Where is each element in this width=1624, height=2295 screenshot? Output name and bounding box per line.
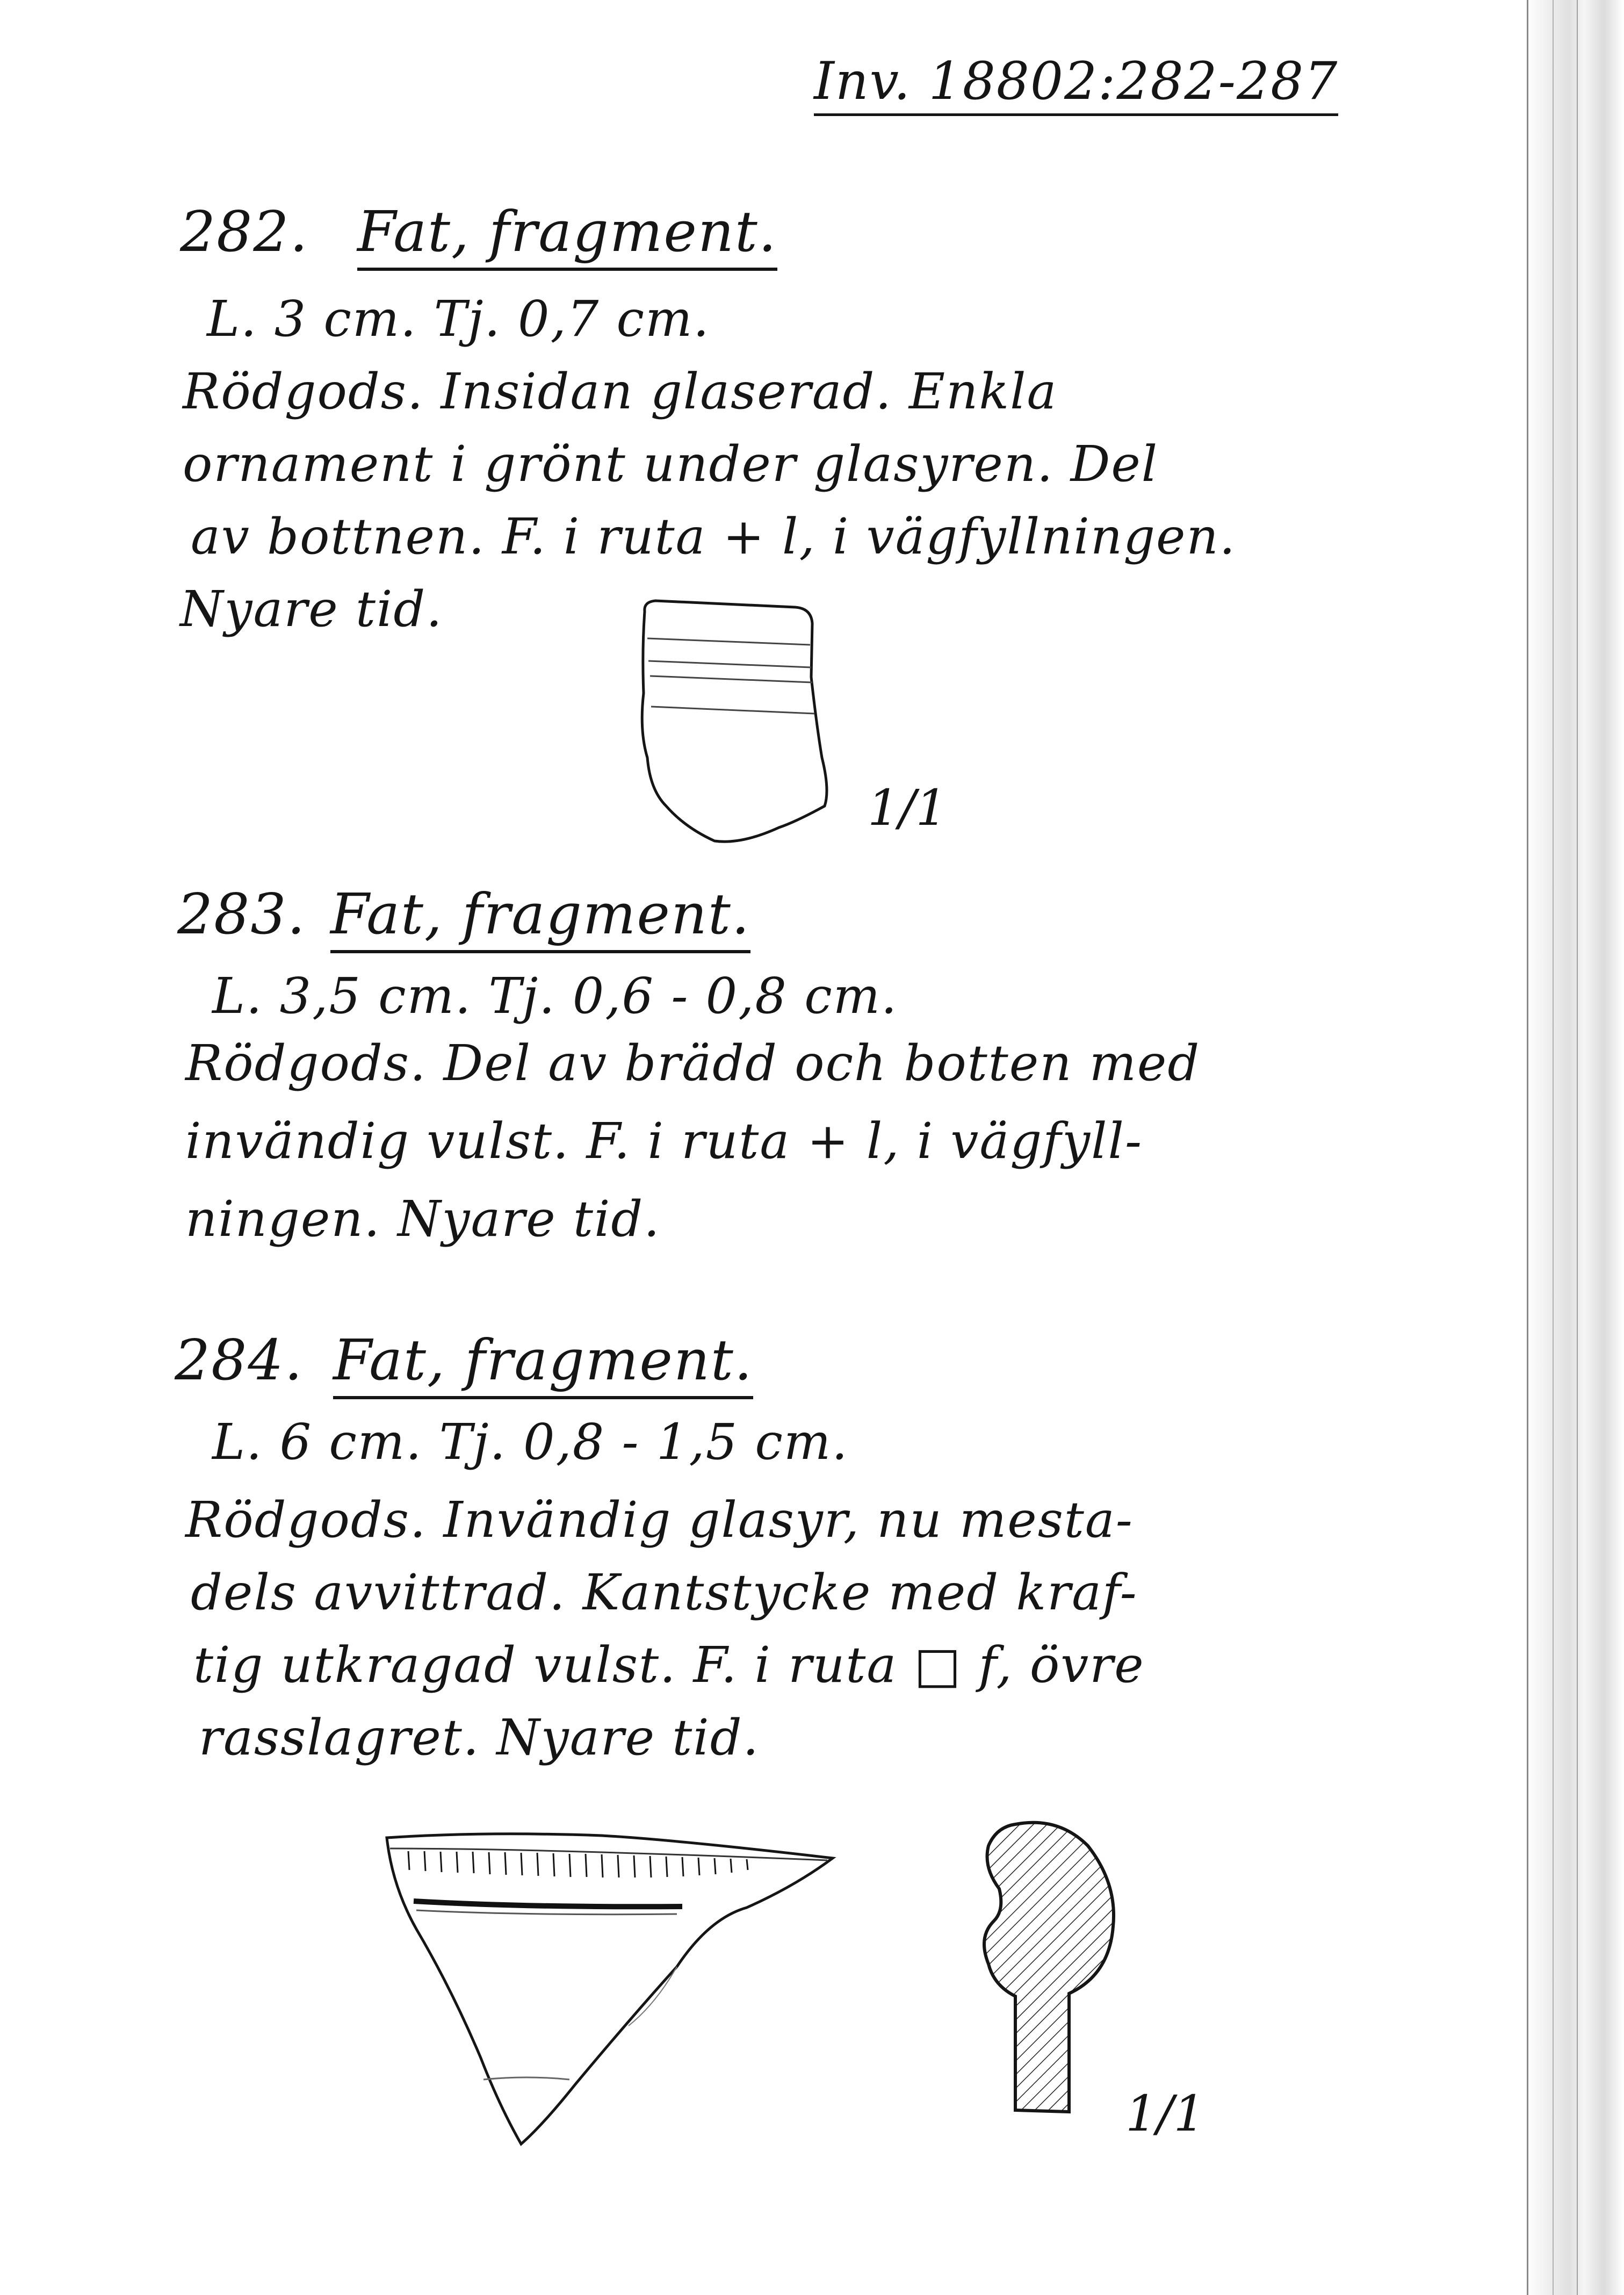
entry-text-line: tig utkragad vulst. F. i ruta □ f, övre — [193, 1636, 1145, 1694]
inventory-number: Inv. 18802:282-287 — [814, 51, 1338, 116]
entry-text-line: av bottnen. F. i ruta + l, i vägfyllningen. — [191, 508, 1236, 565]
entry-text-line: Rödgods. Del av brädd och botten med — [185, 1034, 1201, 1092]
page-edge-line — [1577, 0, 1578, 2295]
entry-text-line: dels avvittrad. Kantstycke med kraf- — [191, 1564, 1138, 1621]
entry-number: 282. — [180, 199, 309, 264]
page-edge — [1525, 0, 1624, 2295]
entry-text-line: ningen. Nyare tid. — [185, 1190, 661, 1248]
entry-number: 284. — [175, 1327, 304, 1393]
sherd-sketch-282 — [634, 596, 838, 849]
profile-section-sketch-284 — [962, 1814, 1134, 2125]
entry-measurements: L. 6 cm. Tj. 0,8 - 1,5 cm. — [212, 1413, 849, 1471]
entry-text-line: ornament i grönt under glasyren. Del — [183, 435, 1159, 493]
entry-text-line: Rödgods. Invändig glasyr, nu mesta- — [185, 1491, 1134, 1549]
page-edge-line — [1553, 0, 1554, 2295]
entry-title: Fat, fragment. — [357, 199, 777, 271]
entry-title: Fat, fragment. — [333, 1327, 753, 1399]
scale-label: 1/1 — [868, 779, 948, 837]
entry-text-line: rasslagret. Nyare tid. — [199, 1709, 760, 1766]
entry-number: 283. — [177, 881, 306, 947]
scale-label: 1/1 — [1125, 2085, 1206, 2142]
rim-sherd-sketch-284 — [376, 1827, 849, 2160]
entry-measurements: L. 3,5 cm. Tj. 0,6 - 0,8 cm. — [212, 967, 898, 1025]
entry-text-line: Nyare tid. — [180, 580, 443, 638]
entry-measurements: L. 3 cm. Tj. 0,7 cm. — [207, 290, 710, 348]
entry-text-line: Rödgods. Insidan glaserad. Enkla — [183, 363, 1058, 420]
entry-text-line: invändig vulst. F. i ruta + l, i vägfyll- — [185, 1112, 1143, 1170]
entry-title: Fat, fragment. — [330, 881, 750, 953]
page-edge-line — [1527, 0, 1528, 2295]
